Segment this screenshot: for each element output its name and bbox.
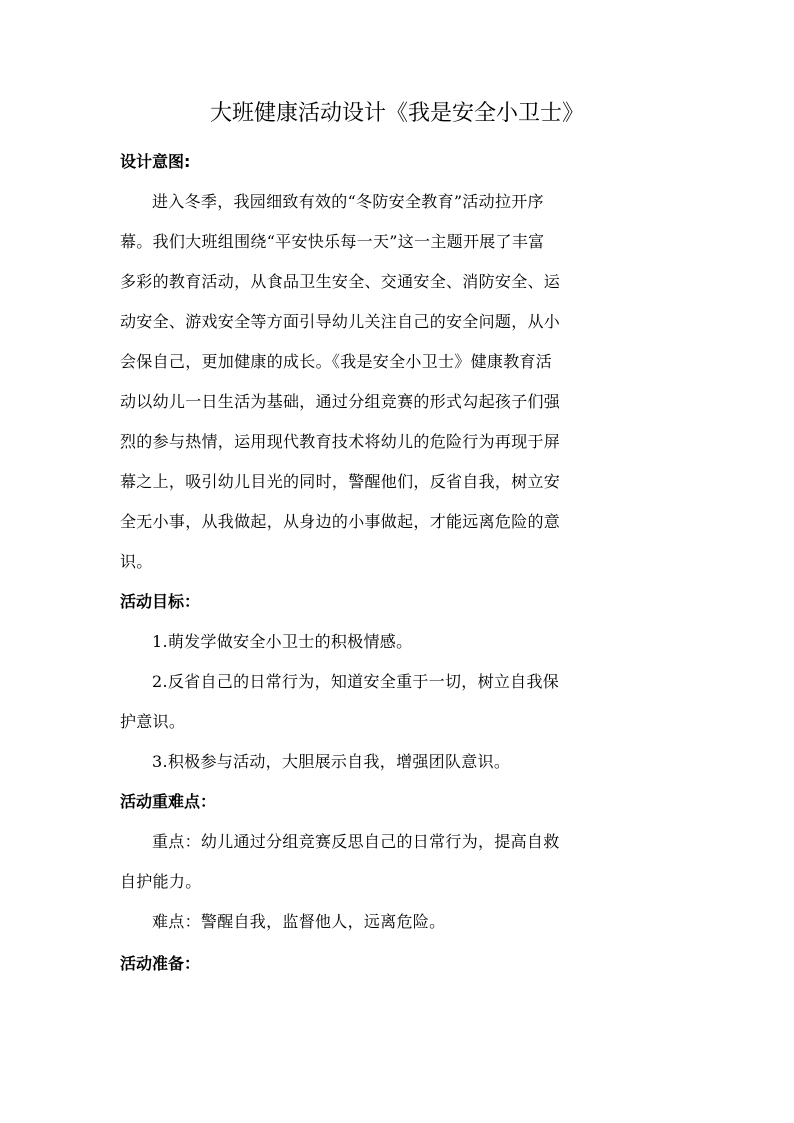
document-title: 大班健康活动设计《我是安全小卫士》 <box>209 101 584 126</box>
paragraph-line: 动安全、游戏安全等方面引导幼儿关注自己的安全问题，从小 <box>120 312 561 331</box>
key-point-line: 难点：警醒自我，监督他人，远离危险。 <box>152 912 446 931</box>
section-heading-goals: 活动目标： <box>120 592 201 611</box>
paragraph-line: 会保自己，更加健康的成长。《我是安全小卫士》健康教育活 <box>120 352 553 371</box>
goal-item: 2.反省自己的日常行为，知道安全重于一切，树立自我保 <box>152 672 560 691</box>
paragraph-line: 幕。我们大班组围绕“平安快乐每一天”这一主题开展了丰富 <box>120 232 545 251</box>
goal-item: 3.积极参与活动，大胆展示自我，增强团队意识。 <box>152 752 511 771</box>
section-heading-key-points: 活动重难点： <box>120 792 217 811</box>
paragraph-line: 全无小事，从我做起，从身边的小事做起，才能远离危险的意 <box>120 512 561 531</box>
key-point-line: 重点：幼儿通过分组竞赛反思自己的日常行为，提高自救 <box>152 832 560 851</box>
goal-item-continuation: 护意识。 <box>120 712 186 731</box>
paragraph-line: 动以幼儿一日生活为基础，通过分组竞赛的形式勾起孩子们强 <box>120 392 561 411</box>
section-heading-preparation: 活动准备： <box>120 954 201 973</box>
paragraph-line: 进入冬季，我园细致有效的“冬防安全教育”活动拉开序 <box>152 192 544 211</box>
paragraph-line: 烈的参与热情，运用现代教育技术将幼儿的危险行为再现于屏 <box>120 432 561 451</box>
paragraph-line: 幕之上，吸引幼儿目光的同时，警醒他们，反省自我，树立安 <box>120 472 561 491</box>
section-heading-intent: 设计意图: <box>120 152 191 171</box>
goal-item: 1.萌发学做安全小卫士的积极情感。 <box>152 632 413 651</box>
paragraph-line: 识。 <box>120 552 153 571</box>
paragraph-line: 多彩的教育活动，从食品卫生安全、交通安全、消防安全、运 <box>120 272 561 291</box>
key-point-line: 自护能力。 <box>120 872 202 891</box>
